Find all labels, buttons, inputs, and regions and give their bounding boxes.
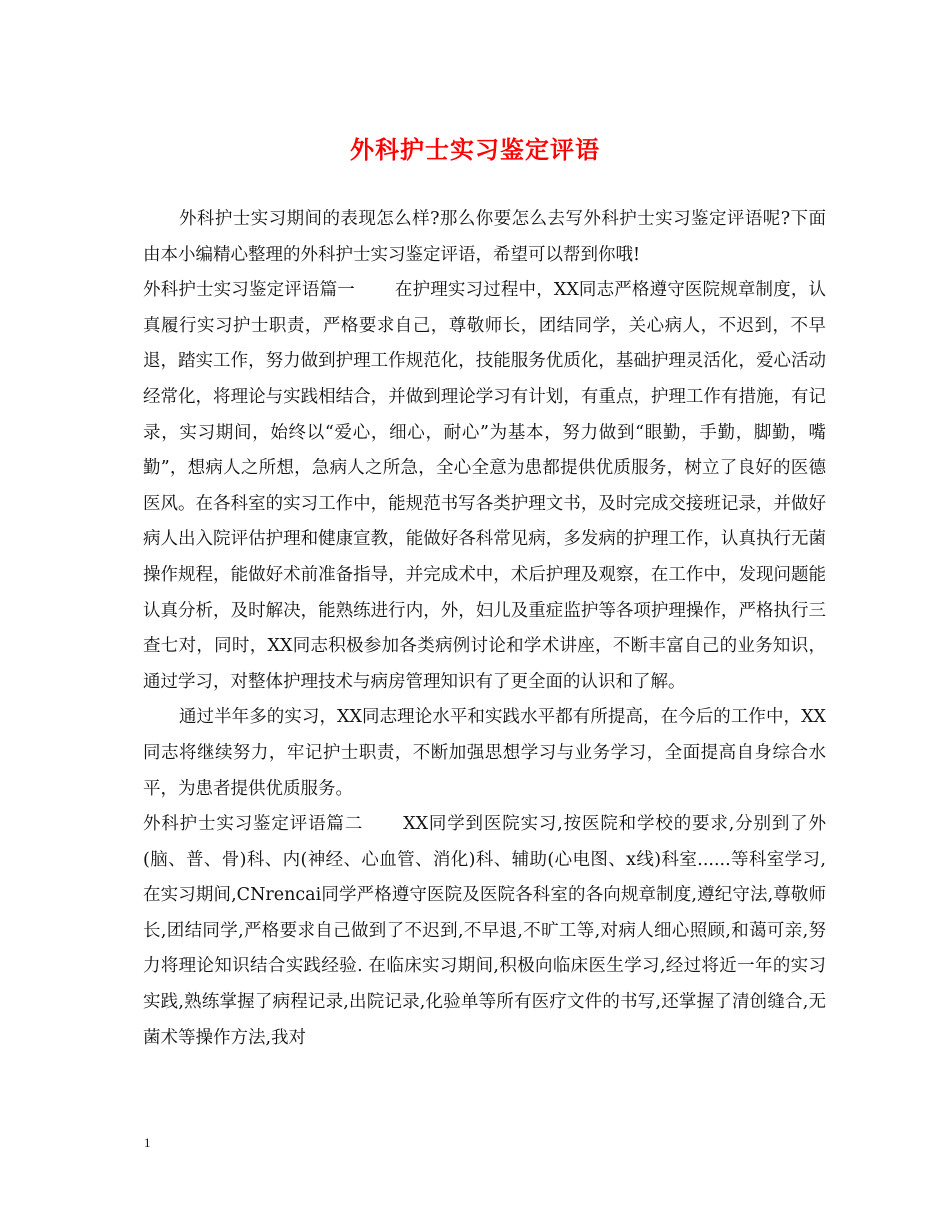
section1-paragraph2: 通过半年多的实习，XX同志理论水平和实践水平都有所提高，在今后的工作中，XX同志将继续努力，牢记护士职责，不断加强思想学习与业务学习，全面提高自身综合水平，为患者提供优质服务。 (143, 707, 826, 799)
section1-text: 在护理实习过程中，XX同志严格遵守医院规章制度，认真履行实习护士职责，严格要求自己，尊敬师长，团结同学，关心病人，不迟到，不早退，踏实工作，努力做到护理工作规范化，技能服务优质化，基础护理灵活化，爱心活动经常化，将理论与实践相结合，并做到理论学习有计划，有重点，护理工作有措施，有记录，实习期间，始终以“爱心，细心，耐心”为基本，努力做到“眼勤，手勤，脚勤，嘴勤”，想病人之所想，急病人之所急，全心全意为患都提供优质服务，树立了良好的医德医风。在各科室的实习工作中，能规范书写各类护理文书，及时完成交接班记录，并做好病人出入院评估护理和健康宣教，能做好各科常见病，多发病的护理工作，认真执行无菌操作规程，能做好术前准备指导，并完成术中，术后护理及观察，在工作中，发现问题能认真分析，及时解决，能熟练进行内，外，妇儿及重症监护等各项护理操作，严格执行三查七对，同时，XX同志积极参加各类病例讨论和学术讲座，不断丰富自己的业务知识，通过学习，对整体护理技术与病房管理知识有了更全面的认识和了解。 (143, 280, 827, 692)
section2-paragraph (143, 807, 826, 1056)
document-title: 外科护士实习鉴定评语 (350, 135, 600, 164)
section1-paragraph (143, 273, 826, 700)
section2-heading: 外科护士实习鉴定评语篇二 (143, 814, 364, 835)
section2-text: XX同学到医院实习,按医院和学校的要求,分别到了外(脑、普、骨)科、内(神经、心血管、消化)科、辅助(心电图、x线)科室......等科室学习,在实习期间,CNrencai同学严格遵守医院及医院各科室的各向规章制度,遵纪守法,尊敬师长,团结同学,严格要求自己做到了不迟到,不早退,不旷工等,对病人细心照顾,和蔼可亲,努力将理论知识结合实践经验. 在临床实习期间,积极向临床医生学习,经过将近一年的实习实践,熟练掌握了病程记录,出院记录,化验单等所有医疗文件的书写,还掌握了清创缝合,无菌术等操作方法,我对 (143, 814, 827, 1048)
document-body (143, 202, 826, 1056)
page-number: 1 (144, 1135, 151, 1150)
intro-paragraph: 外科护士实习期间的表现怎么样?那么你要怎么去写外科护士实习鉴定评语呢?下面由本小编精心整理的外科护士实习鉴定评语，希望可以帮到你哦! (143, 209, 826, 265)
section1-heading: 外科护士实习鉴定评语篇一 (143, 280, 355, 301)
